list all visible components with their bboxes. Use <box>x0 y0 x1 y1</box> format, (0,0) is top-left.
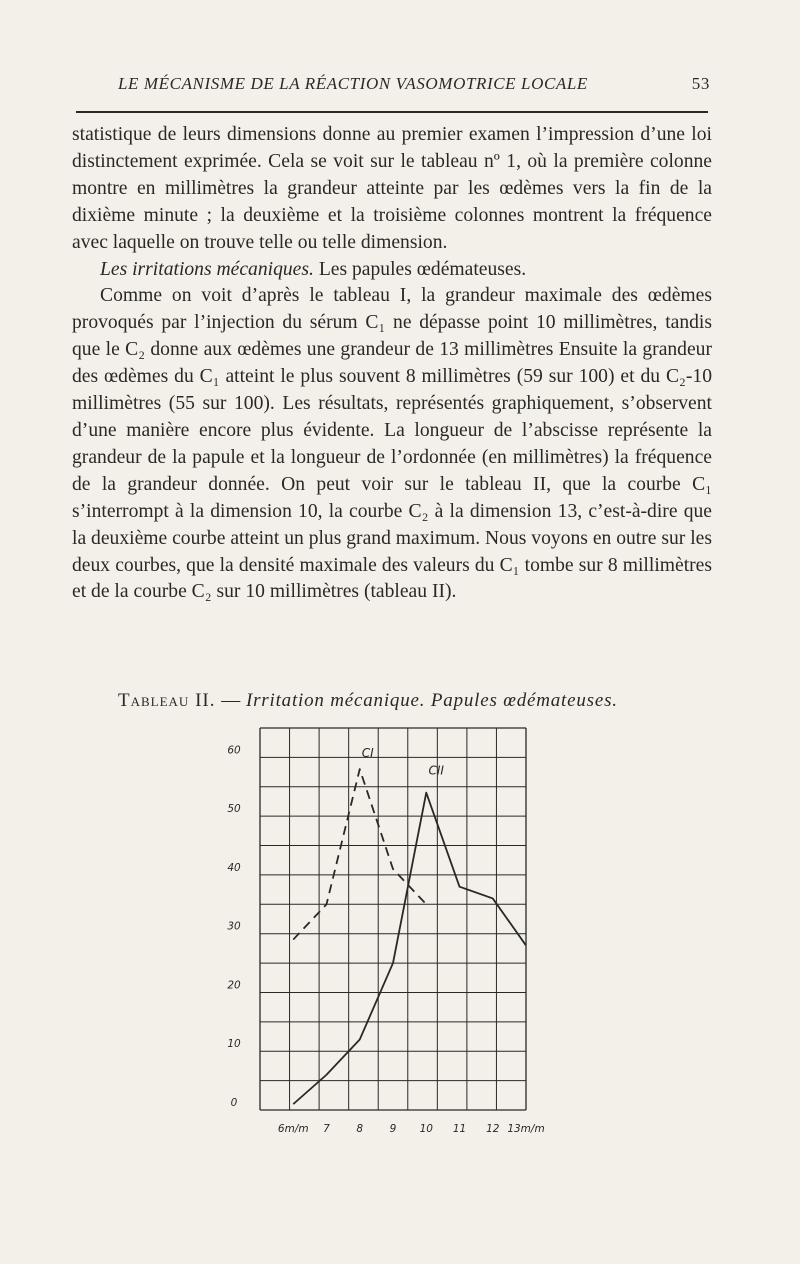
x-tick-label: 8 <box>356 1123 364 1135</box>
caption-text: Irritation mécanique. Papules œdémateuses. <box>245 690 618 711</box>
x-tick-label: 10 <box>419 1123 433 1135</box>
running-header <box>118 74 710 94</box>
chart-grid <box>260 728 526 1110</box>
x-tick-label: 12 <box>486 1123 500 1135</box>
y-tick-label: 30 <box>227 920 241 933</box>
series-line-cii <box>293 793 526 1104</box>
page-number: 53 <box>691 74 710 93</box>
x-axis-ticks <box>278 1123 545 1135</box>
y-tick-label: 10 <box>227 1038 241 1051</box>
running-title: LE MÉCANISME DE LA RÉACTION VASOMOTRICE LOCALE <box>118 74 588 93</box>
series-line-ci <box>293 769 426 939</box>
x-tick-label: 13m/m <box>507 1123 545 1135</box>
y-tick-label: 60 <box>227 744 241 757</box>
chart-series <box>293 769 526 1104</box>
section-title-rest: Les papules œdémateuses. <box>318 258 527 280</box>
series-label-ci: CI <box>361 746 374 761</box>
x-tick-label: 6m/m <box>277 1123 309 1135</box>
paragraph-1: statistique de leurs dimensions donne au premier examen l’impression d’une loi distinctement exprimée. Cela se voit sur le tableau nº 1, où la première colonne montre en millimètres la grandeur atteinte par les œdèmes vers la fin de la dixième minute ; la deuxième et la troisième colonnes montrent la fréquence avec laquelle on trouve telle ou telle dimension. <box>72 124 712 253</box>
header-rule <box>76 111 708 113</box>
y-tick-label: 40 <box>227 861 241 874</box>
caption-label: Tableau II. — <box>118 690 242 711</box>
y-tick-label: 50 <box>227 803 241 816</box>
y-axis-ticks <box>227 744 241 1109</box>
body-text <box>72 122 712 606</box>
x-tick-label: 11 <box>452 1123 467 1135</box>
paragraph-3: Comme on voit d’après le tableau I, la grandeur maximale des œdèmes provoqués par l’injection du sérum C₁ ne dépasse point 10 millimètres, tandis que le C₂ donne aux œdèmes une grandeur de 13 millimètres Ensuite la grandeur des œdèmes du C₁ atteint le plus souvent 8 millimètres (59 sur 100) et du C₂-10 millimètres (55 sur 100). Les résultats, représentés graphiquement, s’observent d’une manière encore plus évidente. La longueur de l’abscisse représente la grandeur de la papule et la longueur de l’ordonnée (en millimètres) la fréquence de la grandeur donnée. On peut voir sur le tableau II, que la courbe C₁ s’interrompt à la dimension 10, la courbe C₂ à la dimension 13, c’est-à-dire que la deuxième courbe atteint un plus grand maximum. Nous voyons en outre sur les deux courbes, que la densité maximale des valeurs du C₁ tombe sur 8 millimètres et de la courbe C₂ sur 10 millimètres (tableau II). <box>72 285 712 603</box>
section-title-italic: Les irritations mécaniques. <box>100 258 314 280</box>
y-tick-label: 0 <box>230 1097 238 1109</box>
figure-caption <box>118 690 718 712</box>
series-labels <box>362 746 445 778</box>
frequency-chart <box>0 720 800 1140</box>
series-label-cii: CII <box>428 763 444 778</box>
y-tick-label: 20 <box>227 979 241 992</box>
paragraph-2 <box>72 257 712 284</box>
x-tick-label: 7 <box>323 1123 330 1135</box>
x-tick-label: 9 <box>389 1123 397 1135</box>
